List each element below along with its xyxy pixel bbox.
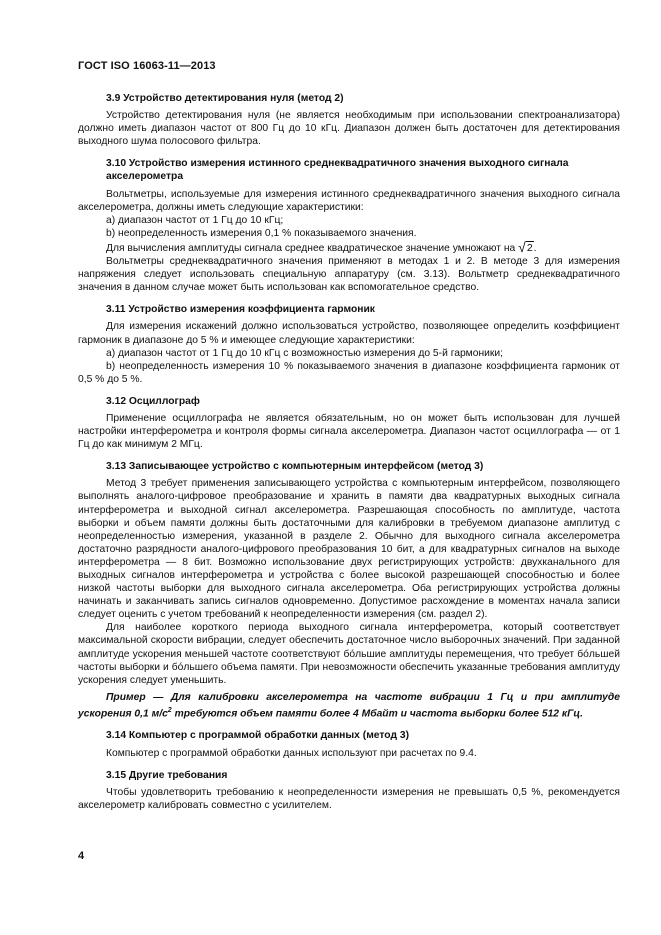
section-3-11-item-a: а) диапазон частот от 1 Гц до 10 кГц с возможностью измерения до 5-й гармоники; [106, 347, 504, 359]
sqrt-argument: 2 [526, 241, 533, 254]
section-3-10-paragraph: Вольтметры, используемые для измерения истинного среднеквадратичного значения выходного сигнала акселерометра, должны иметь следующие характеристики: [78, 188, 620, 213]
section-3-10-item-a: а) диапазон частот от 1 Гц до 10 кГц; [106, 214, 284, 226]
page-number: 4 [78, 850, 85, 862]
section-3-12-paragraph: Применение осциллографа не является обязательным, но он может быть использован для лучшей настройки интерферометра и контроля формы сигнала акселерометра. Диапазон частот осциллографа — от 1 Гц до как минимум 2 МГц. [78, 412, 620, 451]
section-3-10-title: 3.10 Устройство измерения истинного среднеквадратичного значения выходного сигнала акселерометра [106, 158, 569, 183]
document-header: ГОСТ ISO 16063-11—2013 [78, 60, 216, 72]
section-3-10-item-b: b) неопределенность измерения 0,1 % показываемого значения. [106, 227, 417, 239]
section-3-11-paragraph: Для измерения искажений должно использоваться устройство, позволяющее определить коэффициент гармоник в диапазоне до 5 % и имеющее следующие характеристики: [78, 321, 620, 346]
example-superscript: 2 [167, 706, 172, 714]
section-3-10-amplitude-note [78, 240, 620, 255]
section-3-11-title: 3.11 Устройство измерения коэффициента гармоник [106, 304, 375, 316]
section-3-15-paragraph: Чтобы удовлетворить требованию к неопределенности измерения не превышать 0,5 %, рекомендуется акселерометр калибровать совместно с усилителем. [78, 786, 620, 811]
section-3-13-paragraph-2: Для наиболее короткого периода выходного сигнала интерферометра, который соответствует максимальной скорости вибрации, следует обеспечить достаточное число выборочных значений. При заданной амплитуде ускорения меньшей частоте соответствуют бóльшие амплитуды перемещения, что требует бóльшей частоты выборки и бóльшего объема памяти. При невозможности обеспечить указанные требования амплитуду ускорения следует уменьшить. [78, 622, 620, 686]
example-label: Пример [106, 691, 146, 703]
section-3-9-paragraph: Устройство детектирования нуля (не является необходимым при использовании спектроанализатора) должно иметь диапазон частот от 800 Гц до 10 кГц. Диапазон должен быть достаточен для детектирования выходного шума полосового фильтра. [78, 110, 620, 148]
section-3-13-title: 3.13 Записывающее устройство с компьютерным интерфейсом (метод 3) [106, 461, 484, 473]
section-3-13-example [78, 691, 620, 721]
section-3-12-title: 3.12 Осциллограф [106, 395, 200, 407]
example-text-2: требуются объем памяти более 4 Мбайт и частота выборки более 512 кГц. [171, 708, 583, 720]
amplitude-note-text: Для вычисления амплитуды сигнала среднее квадратическое значение умножают на [106, 242, 516, 254]
section-3-14-paragraph: Компьютер с программой обработки данных используют при расчетах по 9.4. [106, 747, 477, 759]
document-body [78, 92, 620, 812]
section-3-10-voltmeter-paragraph: Вольтметры среднеквадратичного значения применяют в методах 1 и 2. В методе 3 для измерения напряжения следует использовать специальную аппаратуру (см. 3.13). Вольтметр среднеквадратичного значения в данном случае может быть использован как вспомогательное средство. [78, 256, 620, 294]
amplitude-note-end: . [533, 242, 537, 254]
section-3-13-paragraph-1: Метод 3 требует применения записывающего устройства с компьютерным интерфейсом, позволяющего выполнять аналого-цифровое преобразование и хранить в памяти два квадратурных выходных сигнала интерферометра и выходной сигнал акселерометра. Разрешающая способность по амплитуде, частота выборки и объем памяти должны быть достаточными для калибровки в требуемом диапазоне амплитуд с неопределенностью измерения, указанной в разделе 2. Обычно для выходного сигнала акселерометра достаточно разрядности аналого-цифрового преобразования 10 бит, а для квадратурных сигналов на выходе интерферометра — 8 бит. Возможно использование двух регистрирующих устройств: двухканального для выходных сигналов интерферометра и устройства с более высокой разрешающей способностью и более низкой частоты выборки для выходного сигнала акселерометра. Оба регистрирующих устройства должны начинать и заканчивать запись сигналов одновременно. Допустимое расхождение в моментах начала записи следует оценить с учетом требований к неопределенности измерения (см. раздел 2). [78, 478, 620, 621]
section-3-11-item-b: b) неопределенность измерения 10 % показываемого значения в диапазоне коэффициента гармоник от 0,5 % до 5 %. [78, 360, 620, 385]
section-3-9-title: 3.9 Устройство детектирования нуля (метод 2) [106, 93, 344, 104]
section-3-14-title: 3.14 Компьютер с программой обработки данных (метод 3) [106, 730, 410, 742]
example-text-1: — Для калибровки акселерометра на частоте вибрации 1 Гц и при амплитуде ускорения 0,1 м/с [78, 691, 620, 720]
sqrt-formula: √2 [518, 238, 533, 255]
section-3-15-title: 3.15 Другие требования [106, 769, 228, 781]
